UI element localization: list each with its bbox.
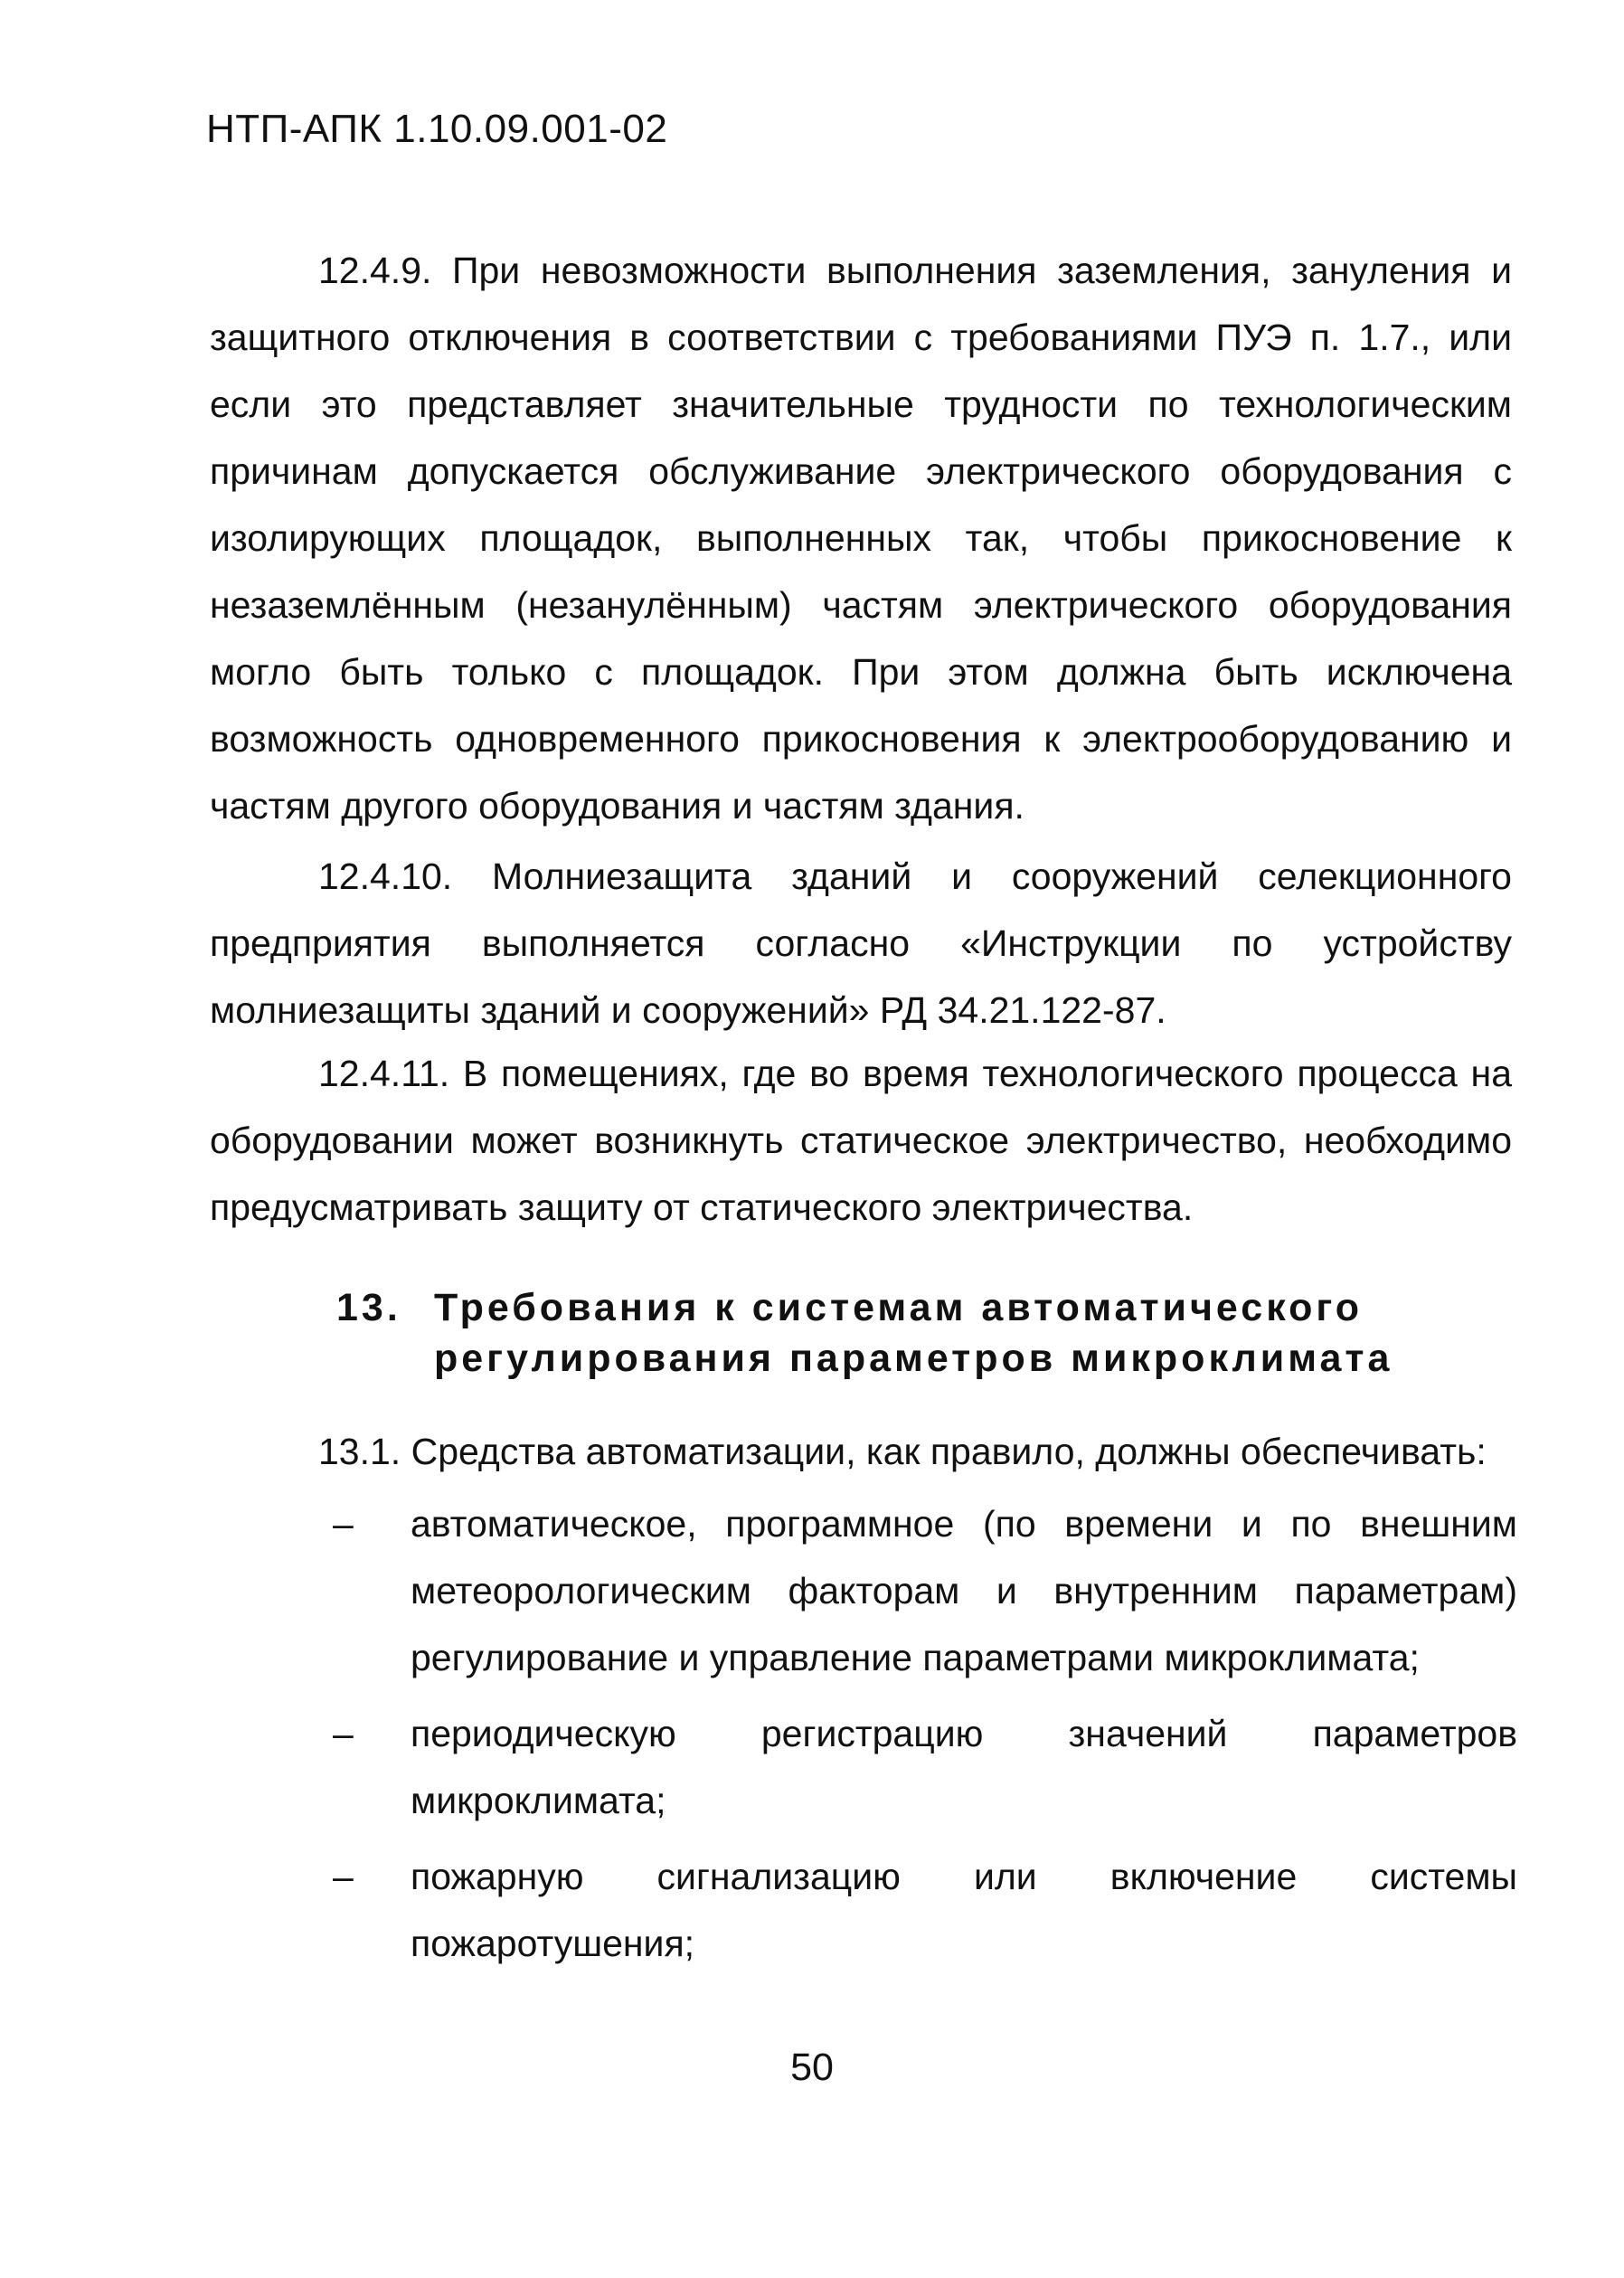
list-item-text: периодическую регистрацию значений параметров микроклимата; [411,1713,1517,1821]
section-13-heading [336,1282,1393,1384]
page-number: 50 [790,2046,834,2089]
paragraph-12-4-9-block [210,237,1512,846]
paragraph-12-4-11-block [210,1040,1512,1248]
requirements-list [333,1490,1517,1986]
paragraph-12-4-10-block [210,843,1512,1051]
list-dash: – [333,1856,354,1897]
document-code: НТП-АПК 1.10.09.001-02 [206,107,668,151]
list-item-text: автоматическое, программное (по времени и по внешним метеорологическим факторам и внутренним параметрам) регулирование и управление параметрами микроклимата; [411,1503,1517,1678]
list-item [333,1490,1517,1691]
paragraph-13-1: 13.1. Средства автоматизации, как правило, должны обеспечивать: [318,1431,1487,1472]
section-title-line2: регулирования параметров микроклимата [434,1337,1393,1380]
list-item [333,1700,1517,1834]
list-item [333,1843,1517,1977]
paragraph-12-4-11: 12.4.11. В помещениях, где во время технологического процесса на оборудовании может возникнуть статическое электричество, необходимо предусматривать защиту от статического электричества. [210,1053,1512,1228]
list-dash: – [333,1503,354,1545]
paragraph-12-4-9: 12.4.9. При невозможности выполнения заземления, зануления и защитного отключения в соответствии с требованиями ПУЭ п. 1.7., или если это представляет значительные трудности по технологическим причинам допускается обслуживание электрического оборудования с изолирующих площадок, выполненных так, чтобы прикосновение к незаземлённым (незанулённым) частям электрического оборудования могло быть только с площадок. При этом должна быть исключена возможность одновременного прикосновения к электрооборудованию и частям другого оборудования и частям здания. [210,250,1512,827]
section-title-line1: Требования к системам автоматического [434,1286,1364,1329]
paragraph-12-4-10: 12.4.10. Молниезащита зданий и сооружений селекционного предприятия выполняется согласно «Инструкции по устройству молниезащиты зданий и сооружений» РД 34.21.122-87. [210,855,1512,1031]
list-item-text: пожарную сигнализацию или включение системы пожаротушения; [411,1856,1517,1964]
section-heading-line1 [336,1282,1393,1333]
list-dash: – [333,1713,354,1754]
section-number: 13. [336,1286,401,1329]
